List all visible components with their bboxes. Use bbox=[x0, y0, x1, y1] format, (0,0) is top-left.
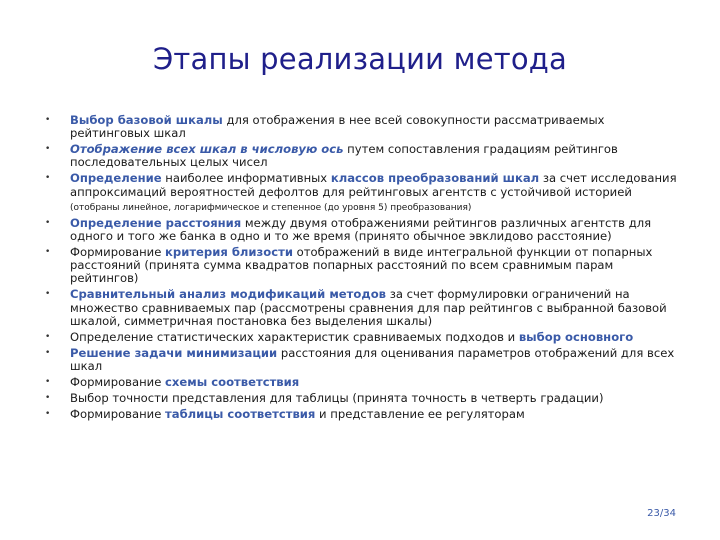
list-item bbox=[45, 288, 685, 328]
bullet-icon: • bbox=[45, 408, 51, 419]
body-text: за счет формулировки ограничений на множество сравниваемых пар (рассмотрены сравнения для пар рейтингов с выбранной базовой шкалой, симметричная постановка без выделения шкалы) bbox=[70, 287, 667, 328]
note-text: (отобраны линейное, логарифмическое и степенное (до уровня 5) преобразования) bbox=[70, 202, 472, 213]
list-item bbox=[45, 143, 685, 170]
highlight-text: Выбор базовой шкалы bbox=[70, 113, 223, 127]
highlight-text: критерия близости bbox=[165, 244, 293, 259]
highlight-text: таблицы соответствия bbox=[165, 406, 316, 421]
highlight-text: Сравнительный анализ модификаций методов bbox=[70, 287, 387, 302]
slide-title: Этапы реализации метода bbox=[152, 42, 567, 76]
highlight-text: Решение задачи минимизации bbox=[70, 345, 278, 360]
body-text: наиболее информативных bbox=[161, 171, 331, 186]
bullet-icon: • bbox=[45, 347, 51, 358]
list-item bbox=[45, 376, 685, 389]
highlight-text: Определение расстояния bbox=[70, 215, 242, 230]
list-item bbox=[45, 347, 685, 374]
highlight-text: классов преобразований шкал bbox=[330, 171, 540, 186]
bullet-icon: • bbox=[45, 392, 51, 403]
stages-list bbox=[45, 114, 685, 423]
bullet-icon: • bbox=[45, 217, 51, 228]
highlight-text: выбор основного bbox=[518, 329, 634, 344]
body-text: расстояния для оценивания параметров отображений для всех шкал bbox=[70, 345, 675, 373]
body-text: и представление ее регуляторам bbox=[315, 406, 525, 421]
list-item bbox=[45, 392, 685, 405]
body-text: путем сопоставления градациям рейтингов последовательных целых чисел bbox=[70, 142, 618, 170]
list-item bbox=[45, 408, 685, 421]
bullet-icon: • bbox=[45, 246, 51, 257]
list-item bbox=[45, 114, 685, 141]
body-text: Формирование bbox=[70, 374, 166, 389]
list-item bbox=[45, 172, 685, 214]
body-text: между двумя отображениями рейтингов различных агентств для одного и того же банка в одно и то же время (принято обычное эвклидово расстояние) bbox=[70, 215, 652, 243]
highlight-text: Определение bbox=[70, 171, 162, 186]
bullet-icon: • bbox=[45, 144, 51, 155]
list-item bbox=[45, 331, 685, 344]
highlight-text: Отображение всех шкал в числовую ось bbox=[70, 142, 344, 157]
bullet-icon: • bbox=[45, 331, 51, 342]
bullet-icon: • bbox=[45, 376, 51, 387]
bullet-icon: • bbox=[45, 115, 51, 125]
body-text: для отображения в нее всей совокупности рассматриваемых рейтинговых шкал bbox=[70, 113, 605, 141]
body-text: за счет исследования аппроксимаций вероятностей дефолтов для рейтинговых агентств с устойчивой историей bbox=[70, 171, 677, 199]
bullet-icon: • bbox=[45, 173, 51, 184]
page-number: 23/34 bbox=[647, 508, 676, 519]
list-item bbox=[45, 246, 685, 286]
highlight-text: схемы соответствия bbox=[165, 374, 300, 389]
body-text: отображений в виде интегральной функции от попарных расстояний (принята сумма квадратов попарных расстояний по всем сравнимым парам рейтингов) bbox=[70, 244, 653, 286]
body-text: Формирование bbox=[70, 406, 166, 421]
body-text: Формирование bbox=[70, 244, 166, 259]
list-item bbox=[45, 217, 685, 244]
body-text: Выбор точности представления для таблицы (принята точность в четверть градации) bbox=[70, 390, 604, 405]
body-text: Определение статистических характеристик сравниваемых подходов и bbox=[70, 329, 519, 344]
bullet-icon: • bbox=[45, 289, 51, 300]
